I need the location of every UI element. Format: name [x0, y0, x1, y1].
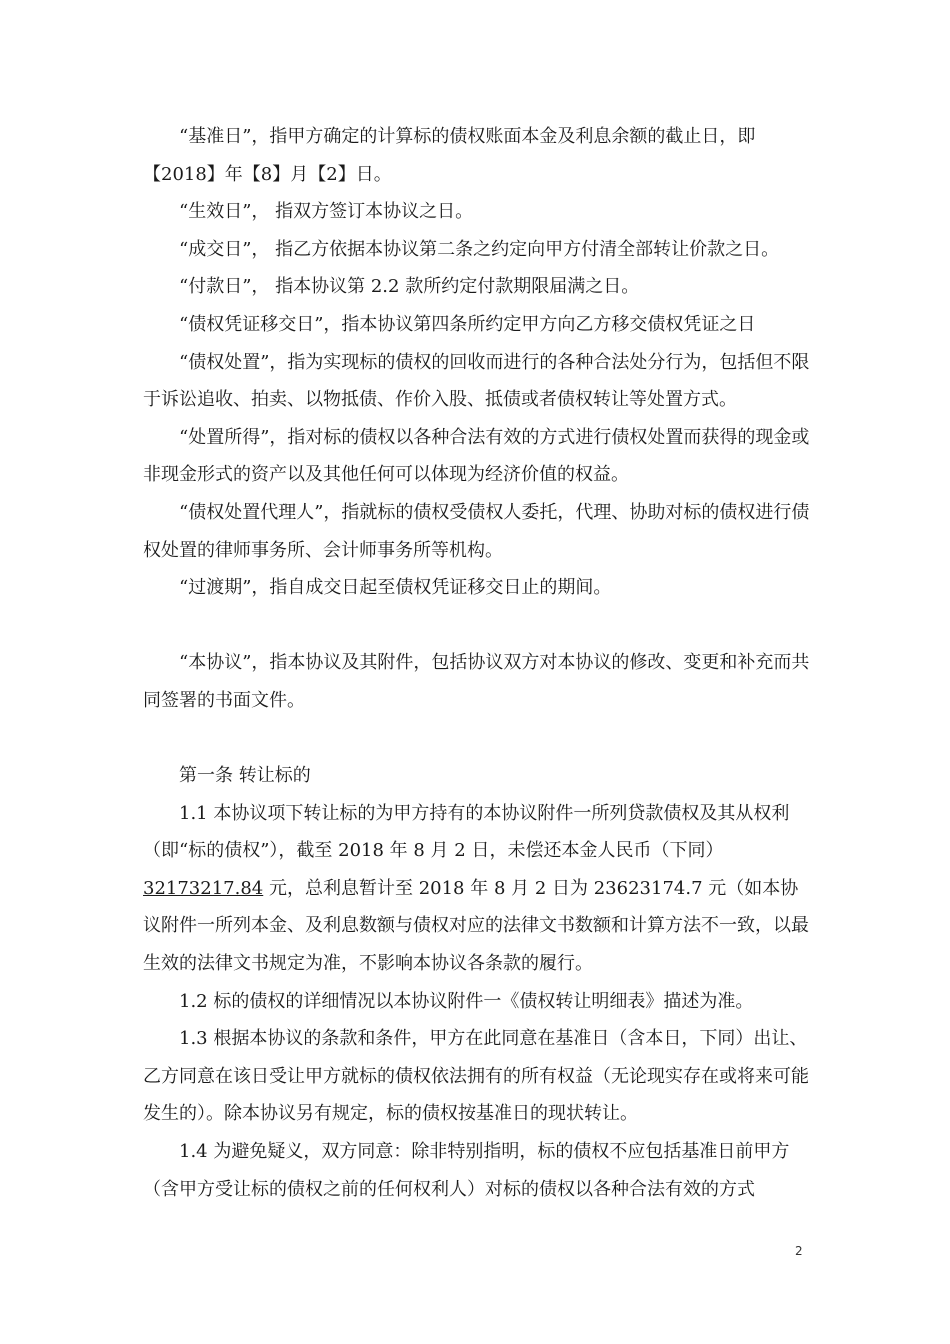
article-1-heading: 第一条 转让标的 — [179, 765, 311, 787]
principal-amount: 32173217.84 — [143, 877, 264, 899]
paragraph-gap — [143, 720, 811, 758]
clause-1-2: 1.2 标的债权的详细情况以本协议附件一《债权转让明细表》描述为准。 — [179, 990, 754, 1012]
definition-disposal: “债权处置”，指为实现标的债权的回收而进行的各种合法处分行为，包括但不限于诉讼追收、拍卖、以物抵债、作价入股、抵债或者债权转让等处置方式。 — [143, 351, 810, 411]
definition-agreement: “本协议”，指本协议及其附件，包括协议双方对本协议的修改、变更和补充而共同签署的书面文件。 — [143, 652, 810, 711]
definition-effective-date: “生效日”， 指双方签订本协议之日。 — [179, 201, 474, 223]
definition-disposal-agent: “债权处置代理人”，指就标的债权受债权人委托，代理、协助对标的债权进行债权处置的律师事务所、会计师事务所等机构。 — [143, 501, 810, 561]
definition-certificate-handover-date: “债权凭证移交日”，指本协议第四条所约定甲方向乙方移交债权凭证之日 — [179, 313, 756, 335]
clause-1-4: 1.4 为避免疑义，双方同意：除非特别指明，标的债权不应包括基准日前甲方（含甲方受让标的债权之前的任何权利人）对标的债权以各种合法有效的方式 — [143, 1141, 790, 1200]
page-number: 2 — [795, 1244, 803, 1258]
definition-payment-date: “付款日”， 指本协议第 2.2 款所约定付款期限届满之日。 — [179, 276, 640, 298]
definition-transition-period: “过渡期”，指自成交日起至债权凭证移交日止的期间。 — [179, 577, 612, 599]
clause-1-1 — [143, 795, 811, 983]
definition-closing-date: “成交日”， 指乙方依据本协议第二条之约定向甲方付清全部转让价款之日。 — [179, 238, 780, 260]
clause-1-1-part1: 1.1 本协议项下转让标的为甲方持有的本协议附件一所列贷款债权及其从权利（即“标的债权”），截至 2018 年 8 月 2 日，未偿还本金人民币（下同） — [143, 802, 790, 862]
definition-base-date: “基准日”，指甲方确定的计算标的债权账面本金及利息余额的截止日，即【2018】年【8】月【2】日。 — [143, 126, 756, 185]
clause-1-1-part2: 元，总利息暂计至 2018 年 8 月 2 日为 23623174.7 元（如本协议附件一所列本金、及利息数额与债权对应的法律文书数额和计算方法不一致，以最生效的法律文书规定为准，不影响本协议各条款的履行。 — [143, 877, 809, 975]
document-body — [143, 118, 811, 1208]
paragraph-gap — [143, 607, 811, 645]
definition-disposal-proceeds: “处置所得”，指对标的债权以各种合法有效的方式进行债权处置而获得的现金或非现金形式的资产以及其他任何可以体现为经济价值的权益。 — [143, 426, 810, 486]
clause-1-3: 1.3 根据本协议的条款和条件，甲方在此同意在基准日（含本日，下同）出让、乙方同意在该日受让甲方就标的债权依法拥有的所有权益（无论现实存在或将来可能发生的）。除本协议另有规定，标的债权按基准日的现状转让。 — [143, 1028, 809, 1125]
